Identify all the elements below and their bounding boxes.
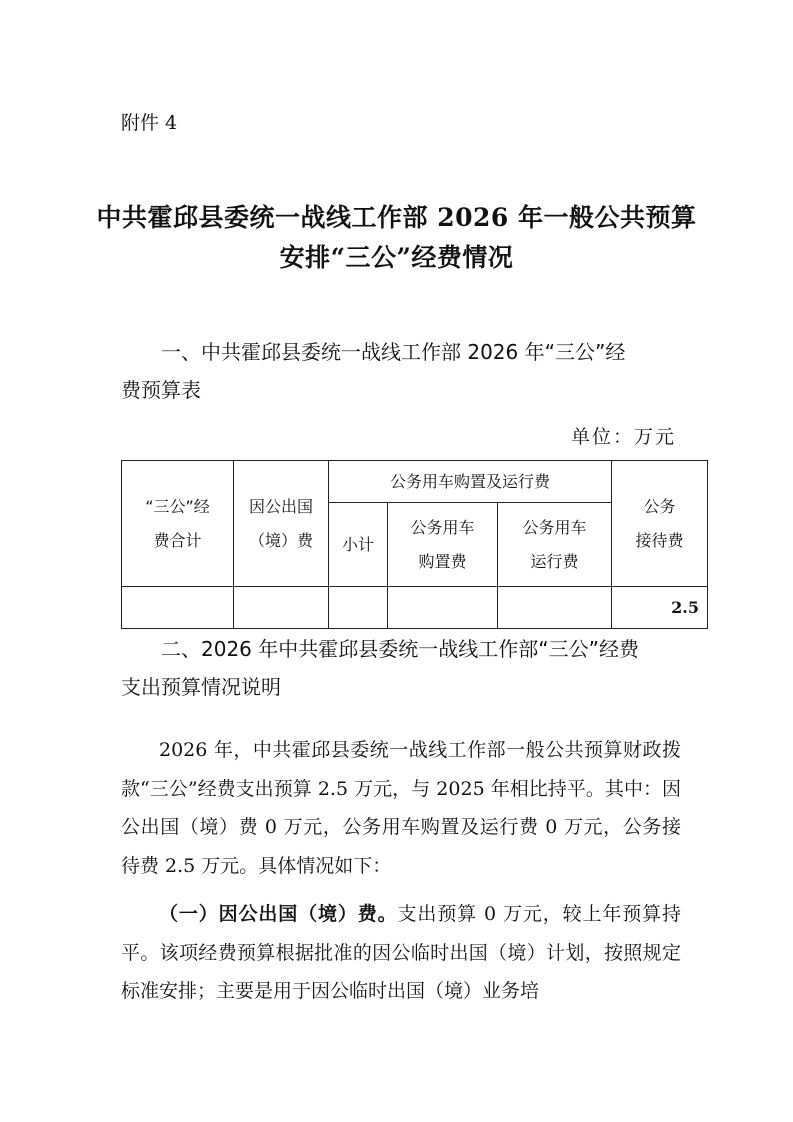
section1-heading-line2: 费预算表 [121, 378, 201, 402]
budget-table [121, 460, 708, 629]
header-subtotal: 小计 [329, 503, 388, 587]
paragraph-summary: 2026 年，中共霍邱县委统一战线工作部一般公共预算财政拨款“三公”经费支出预算 2.5 万元，与 2025 年相比持平。其中：因公出国（境）费 0 万元，公务用车购置及运行费 0 万元，公务接待费 2.5 万元。具体情况如下： [121, 739, 681, 877]
unit-label: 单位：万元 [570, 426, 676, 448]
header-reception: 公务 接待费 [612, 461, 708, 587]
paragraph-abroad-text: 支出预算 0 万元，较上年预算持平。该项经费预算根据批准的因公临时出国（境）计划，按照规定标准安排；主要是用于因公临时出国（境）业务培 [121, 903, 681, 1002]
header-operation: 公务用车 运行费 [498, 503, 612, 587]
section1-heading [121, 333, 681, 409]
section2-heading-line2: 支出预算情况说明 [121, 675, 281, 699]
header-purchase: 公务用车 购置费 [388, 503, 498, 587]
document-title-line1: 中共霍邱县委统一战线工作部 2026 年一般公共预算 [96, 203, 697, 232]
paragraph-abroad [121, 895, 681, 1011]
section2-heading-line1: 二、2026 年中共霍邱县委统一战线工作部“三公”经费 [161, 637, 639, 661]
attachment-label: 附件 4 [121, 112, 178, 134]
cell-total [122, 587, 234, 629]
cell-operation [498, 587, 612, 629]
header-vehicle-group: 公务用车购置及运行费 [329, 461, 612, 503]
cell-subtotal [329, 587, 388, 629]
section1-heading-line1: 一、中共霍邱县委统一战线工作部 2026 年“三公”经 [161, 340, 626, 364]
header-total: “三公”经 费合计 [122, 461, 234, 587]
header-abroad: 因公出国 （境）费 [234, 461, 329, 587]
cell-purchase [388, 587, 498, 629]
document-title-line2: 安排“三公”经费情况 [279, 243, 514, 272]
paragraph-abroad-heading: （一）因公出国（境）费。 [159, 903, 398, 925]
cell-reception: 2.5 [612, 587, 708, 629]
cell-abroad [234, 587, 329, 629]
section2-heading [121, 630, 681, 706]
